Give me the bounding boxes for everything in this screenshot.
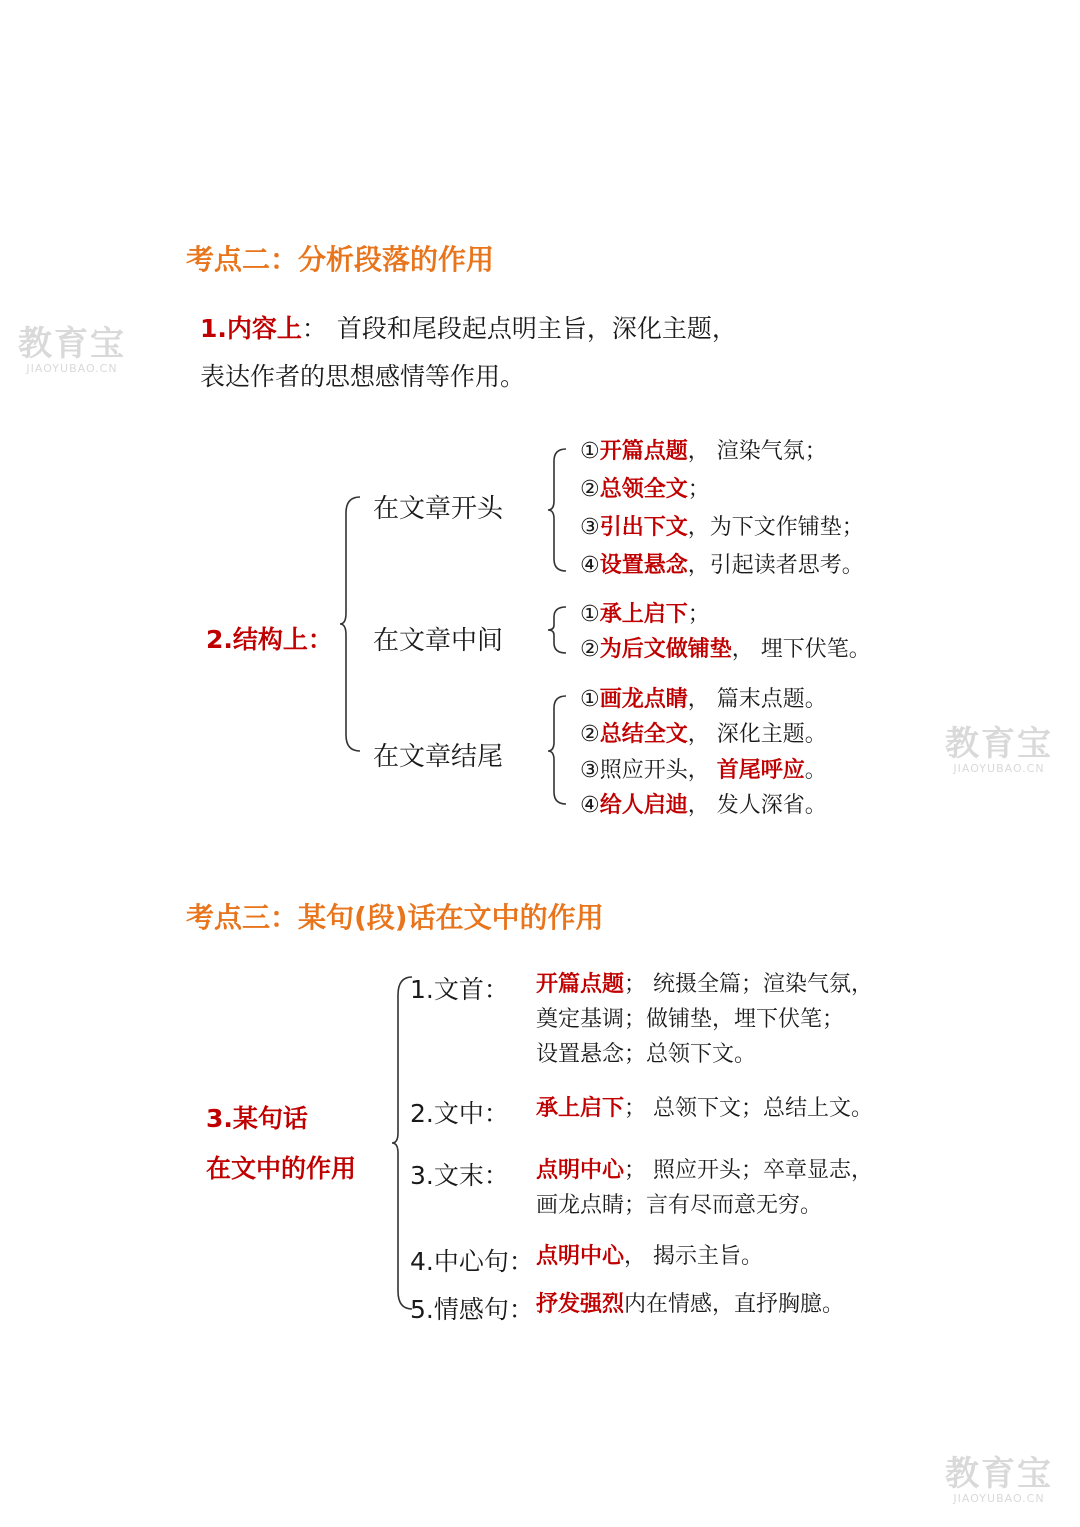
content-line2: 表达作者的思想感情等作用。 [200,362,526,391]
watermark-subtext: JIAOYUBAO.CN [953,1492,1045,1505]
item-key: 开篇点题 [536,972,625,997]
s3-label-4: 4.中心句： [410,1247,534,1276]
s3-label-3: 3.文末： [410,1161,509,1190]
end-brace [546,694,572,810]
end-item [580,791,827,821]
s3-item-3 [536,1156,873,1186]
item-key: 总领全文 [599,477,688,502]
item-rest: ， 渲染气氛； [687,439,827,464]
structure-colon: ： [307,625,333,654]
structure-label: 2.结构上 [206,625,308,654]
content-colon: ： [301,314,327,343]
item-rest: ； 统摄全篇；渲染气氛， [624,972,874,997]
section3-heading: 考点三：某句(段)话在文中的作用 [186,901,604,934]
watermark-logo-right-bottom [945,1456,1053,1505]
item-key: 给人启迪 [599,793,688,818]
watermark-logo-right-mid [945,726,1053,775]
start-item [580,475,710,505]
branch-title-middle: 在文章中间 [373,626,504,656]
s3-item-1-more: 设置悬念；总领下文。 [536,1042,757,1067]
item-rest: ， 篇末点题。 [687,687,827,712]
item-num: ④ [580,553,600,578]
s3-label-2: 2.文中： [410,1099,509,1128]
content-label: 1.内容上 [200,314,302,343]
item-rest: ， 发人深省。 [687,793,827,818]
item-num: ③ [580,515,600,540]
watermark-text: 教育宝 [945,724,1053,764]
item-num: ② [580,722,600,747]
start-brace [546,447,572,575]
item-key: 点明中心 [536,1244,625,1269]
s3-item-2 [536,1094,873,1124]
middle-item [580,600,710,630]
s3-item-4 [536,1242,763,1272]
item-rest: 内在情感，直抒胸臆。 [624,1292,845,1317]
section3-label-line1: 3.某句话 [206,1104,308,1133]
branch-title-start: 在文章开头 [373,494,504,524]
item-rest: ； [687,477,710,502]
item-rest: ； 照应开头；卒章显志， [624,1158,874,1183]
item-num: ④ [580,793,600,818]
branch-title-end: 在文章结尾 [373,742,504,772]
middle-item [580,635,871,665]
end-item [580,720,827,750]
item-num: ① [580,439,600,464]
item-key: 为后文做铺垫 [599,637,732,662]
s3-item-3-more: 画龙点睛；言有尽而意无穷。 [536,1193,823,1218]
middle-brace [546,605,572,659]
section3-label-line2: 在文中的作用 [206,1154,357,1183]
item-num: ① [580,687,600,712]
start-item [580,437,827,467]
start-item [580,551,864,581]
item-num: ① [580,602,600,627]
s3-item-1 [536,970,873,1000]
s3-label-1: 1.文首： [410,975,509,1004]
s3-label-5: 5.情感句： [410,1295,534,1324]
start-item [580,513,864,543]
item-rest: ， 揭示主旨。 [624,1244,764,1269]
item-key: 开篇点题 [599,439,688,464]
content-line1 [200,309,737,345]
watermark-text: 教育宝 [18,324,126,364]
item-rest: ，引起读者思考。 [687,553,864,578]
end-item [580,685,827,715]
item-key: 承上启下 [536,1096,625,1121]
item-key: 引出下文 [599,515,688,540]
item-key: 抒发强烈 [536,1292,625,1317]
content-text1: 首段和尾段起点明主旨，深化主题， [336,314,737,343]
item-num: ② [580,477,600,502]
item-rest: ； 总领下文；总结上文。 [624,1096,874,1121]
item-rest: ， 深化主题。 [687,722,827,747]
structure-brace [338,495,368,753]
item-num: ③照应开头， [580,758,717,783]
item-key: 点明中心 [536,1158,625,1183]
item-key: 设置悬念 [599,553,688,578]
item-rest: ， 埋下伏笔。 [731,637,871,662]
structure-label-row [206,620,333,656]
item-num: ② [580,637,600,662]
watermark-logo-left [18,326,126,375]
item-rest: ，为下文作铺垫； [687,515,864,540]
item-rest: 。 [804,758,827,783]
section2-heading: 考点二：分析段落的作用 [186,243,495,276]
watermark-subtext: JIAOYUBAO.CN [26,362,118,375]
item-rest: ； [687,602,710,627]
watermark-text: 教育宝 [945,1454,1053,1494]
item-key: 首尾呼应 [716,758,805,783]
s3-item-5 [536,1290,844,1320]
item-key: 承上启下 [599,602,688,627]
item-key: 总结全文 [599,722,688,747]
watermark-subtext: JIAOYUBAO.CN [953,762,1045,775]
end-item [580,756,827,786]
item-key: 画龙点睛 [599,687,688,712]
s3-item-1-more: 奠定基调；做铺垫，埋下伏笔； [536,1007,845,1032]
